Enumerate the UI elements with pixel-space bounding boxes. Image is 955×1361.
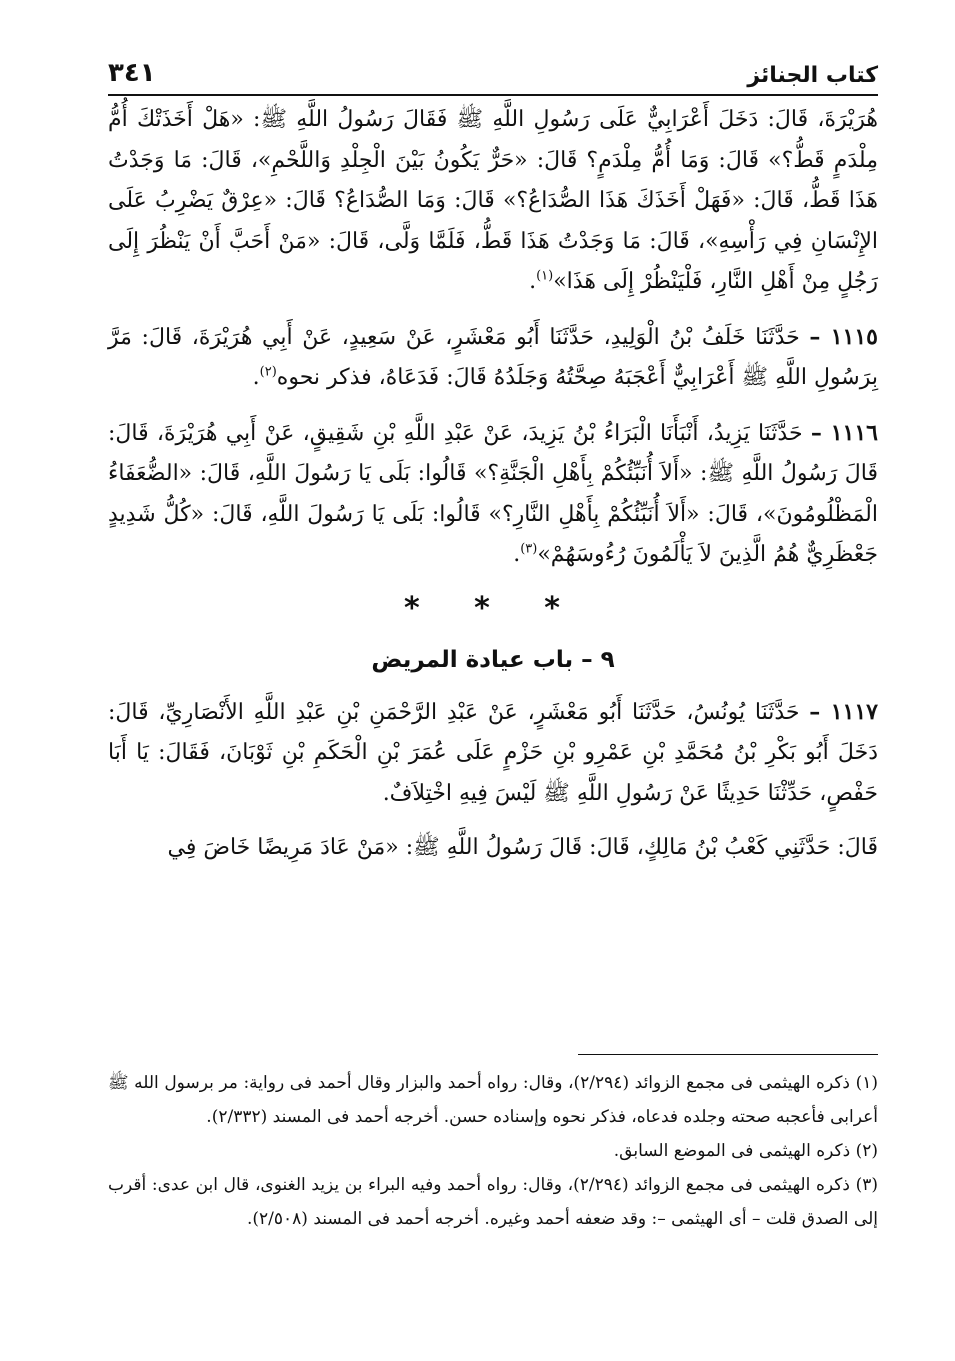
hadith-paragraph: ١١١٦ – حَدَّثَنَا يَزِيدُ، أَنْبَأَنَا الْبَرَاءُ بْنُ يَزِيدَ، عَنْ عَبْدِ اللَّهِ بْنِ شَقِيقٍ، عَنْ أَبِي هُرَيْرَةَ، قَالَ: قَالَ رَسُولُ اللَّهِ ﷺ: «أَلاَ أُنَبِّئُكُمْ بِأَهْلِ الْجَنَّةِ؟» قَالُوا: بَلَى يَا رَسُولَ اللَّهِ، قَالَ: «الضُّعَفَاءُ الْمَظْلُومُونَ»، قَالَ: «أَلاَ أُنَبِّئُكُمْ بِأَهْلِ النَّارِ؟» قَالُوا: بَلَى يَا رَسُولَ اللَّهِ، قَالَ: «كُلُّ شَدِيدٍ جَعْظَرِيٌّ هُمُ الَّذِينَ لاَ يَأْلَمُونَ رُءُوسَهُمْ»$^{(٣)}$. <box>108 419 878 567</box>
book-title: كتاب الجنائز <box>747 63 878 88</box>
footnotes-section <box>108 1066 878 1236</box>
footnote-ref[interactable]: (٣) <box>520 541 538 557</box>
chapter-heading: ٩ – باب عيادة المريض <box>371 646 615 673</box>
footnote <box>108 1134 878 1168</box>
paragraph-text: حَدَّثَنَا يَزِيدُ، أَنْبَأَنَا الْبَرَاءُ بْنُ يَزِيدَ، عَنْ عَبْدِ اللَّهِ بْنِ شَقِيقٍ، عَنْ أَبِي هُرَيْرَةَ، قَالَ: قَالَ رَسُولُ اللَّهِ ﷺ: «أَلاَ أُنَبِّئُكُمْ بِأَهْلِ الْجَنَّةِ؟» قَالُوا: بَلَى يَا رَسُولَ اللَّهِ، قَالَ: «الضُّعَفَاءُ الْمَظْلُومُونَ»، قَالَ: «أَلاَ أُنَبِّئُكُمْ بِأَهْلِ النَّارِ؟» قَالُوا: بَلَى يَا رَسُولَ اللَّهِ، قَالَ: «كُلُّ شَدِيدٍ جَعْظَرِيٌّ هُمُ الَّذِينَ لاَ يَأْلَمُونَ رُءُوسَهُمْ» <box>108 420 878 567</box>
footnote-number: (١) <box>855 1073 878 1093</box>
document-page <box>108 38 878 1229</box>
footnote <box>108 1168 878 1236</box>
hadith-paragraph <box>108 692 878 815</box>
footnote-text: ذكره الهيثمى فى الموضع السابق. <box>613 1141 851 1161</box>
hadith-number: ١١١٥ – <box>809 323 878 350</box>
paragraph-text: حَدَّثَنَا يُونُسُ، حَدَّثَنَا أَبُو مَعْشَرٍ، عَنْ عَبْدِ الرَّحْمَنِ بْنِ عَبْدِ اللَّهِ الأَنْصَارِيِّ، قَالَ: دَخَلَ أَبُو بَكْرِ بْنُ مُحَمَّدِ بْنِ عَمْرِو بْنِ حَزْمٍ عَلَى عُمَرَ بْنِ الْحَكَمِ بْنِ ثَوْبَانَ، فَقَالَ: يَا أَبَا حَفْصٍ، حَدِّثْنَا حَدِيثًا عَنْ رَسُولِ اللَّهِ ﷺ لَيْسَ فِيهِ اخْتِلاَفٌ. <box>108 699 878 806</box>
footnote-ref[interactable]: (١) <box>536 268 554 284</box>
footnote <box>108 1066 878 1134</box>
hadith-number: ١١١٧ – <box>809 698 878 725</box>
footnote-number: (٢) <box>855 1141 878 1161</box>
hadith-paragraph: هُرَيْرَةَ، قَالَ: دَخَلَ أَعْرَابِيٌّ عَلَى رَسُولِ اللَّهِ ﷺ فَقَالَ رَسُولُ اللَّهِ ﷺ: «هَلْ أَخَذَتْكَ أُمُّ مِلْدَمٍ قَطُّ؟» قَالَ: وَمَا أُمُّ مِلْدَمٍ؟ قَالَ: «حَرٌّ يَكُونُ بَيْنَ الْجِلْدِ وَاللَّحْمِ»، قَالَ: مَا وَجَدْتُ هَذَا قَطُّ، قَالَ: «فَهَلْ أَخَذَكَ هَذَا الصُّدَاعُ؟» قَالَ: وَمَا الصُّدَاعُ؟ قَالَ: «عِرْقٌ يَضْرِبُ عَلَى الإِنْسَانِ فِي رَأْسِهِ»، قَالَ: مَا وَجَدْتُ هَذَا قَطُّ، فَلَمَّا وَلَّى، قَالَ: «مَنْ أَحَبَّ أَنْ يَنْظُرَ إِلَى رَجُلٍ مِنْ أَهْلِ النَّارِ، فَلْيَنْظُرْ إِلَى هَذَا»$^{(١)}$. <box>108 107 878 294</box>
footnote-text: ذكره الهيثمى فى مجمع الزوائد (٢/٢٩٤)، وقال: رواه أحمد وفيه البراء بن يزيد الغنوى، قال ابن عدى: أقرب إلى الصدق قلت – أى الهيثمى –: وقد ضعفه أحمد وغيره. أخرجه أحمد فى المسند (٢/٥٠٨). <box>108 1175 878 1229</box>
page-number: ٣٤١ <box>108 58 156 88</box>
footnote-divider <box>578 1054 878 1055</box>
hadith-number: ١١١٦ – <box>810 419 878 446</box>
page-header <box>108 38 878 96</box>
paragraph-text: حَدَّثَنَا خَلَفُ بْنُ الْوَلِيدِ، حَدَّثَنَا أَبُو مَعْشَرٍ، عَنْ سَعِيدٍ، عَنْ أَبِي هُرَيْرَةَ، قَالَ: مَرَّ بِرَسُولِ اللَّهِ ﷺ أَعْرَابِيٌّ أَعْجَبَهُ صِحَّتُهُ وَجَلَدُهُ قَالَ: فَدَعَاهُ، فذكر نحوه <box>108 324 878 390</box>
footnote-number: (٣) <box>855 1175 878 1195</box>
hadith-paragraph: ١١١٥ – حَدَّثَنَا خَلَفُ بْنُ الْوَلِيدِ، حَدَّثَنَا أَبُو مَعْشَرٍ، عَنْ سَعِيدٍ، عَنْ أَبِي هُرَيْرَةَ، قَالَ: مَرَّ بِرَسُولِ اللَّهِ ﷺ أَعْرَابِيٌّ أَعْجَبَهُ صِحَّتُهُ وَجَلَدُهُ قَالَ: فَدَعَاهُ، فذكر نحوه$^{(٢)}$. <box>108 323 878 390</box>
section-separator: * * * <box>404 590 582 626</box>
footnote-ref[interactable]: (٢) <box>259 364 277 380</box>
footnote-text: ذكره الهيثمى فى مجمع الزوائد (٢/٢٩٤)، وقال: رواه أحمد والبزار وقال أحمد فى رواية: مر برسول الله ﷺ أعرابى فأعجبه صحته وجلده فدعاه، فذكر نحوه وإسناده حسن. أخرجه أحمد فى المسند (٢/٣٣٢). <box>108 1073 878 1127</box>
hadith-paragraph <box>108 828 878 869</box>
paragraph-text: هُرَيْرَةَ، قَالَ: دَخَلَ أَعْرَابِيٌّ عَلَى رَسُولِ اللَّهِ ﷺ فَقَالَ رَسُولُ اللَّهِ ﷺ: «هَلْ أَخَذَتْكَ أُمُّ مِلْدَمٍ قَطُّ؟» قَالَ: وَمَا أُمُّ مِلْدَمٍ؟ قَالَ: «حَرٌّ يَكُونُ بَيْنَ الْجِلْدِ وَاللَّحْمِ»، قَالَ: مَا وَجَدْتُ هَذَا قَطُّ، قَالَ: «فَهَلْ أَخَذَكَ هَذَا الصُّدَاعُ؟» قَالَ: وَمَا الصُّدَاعُ؟ قَالَ: «عِرْقٌ يَضْرِبُ عَلَى الإِنْسَانِ فِي رَأْسِهِ»، قَالَ: مَا وَجَدْتُ هَذَا قَطُّ، فَلَمَّا وَلَّى، قَالَ: «مَنْ أَحَبَّ أَنْ يَنْظُرَ إِلَى رَجُلٍ مِنْ أَهْلِ النَّارِ، فَلْيَنْظُرْ إِلَى هَذَا» <box>108 107 878 294</box>
paragraph-text: قَالَ: حَدَّثَنِي كَعْبُ بْنُ مَالِكٍ، قَالَ: قَالَ رَسُولُ اللَّهِ ﷺ: «مَنْ عَادَ مَرِيضًا خَاضَ فِي <box>167 835 878 860</box>
